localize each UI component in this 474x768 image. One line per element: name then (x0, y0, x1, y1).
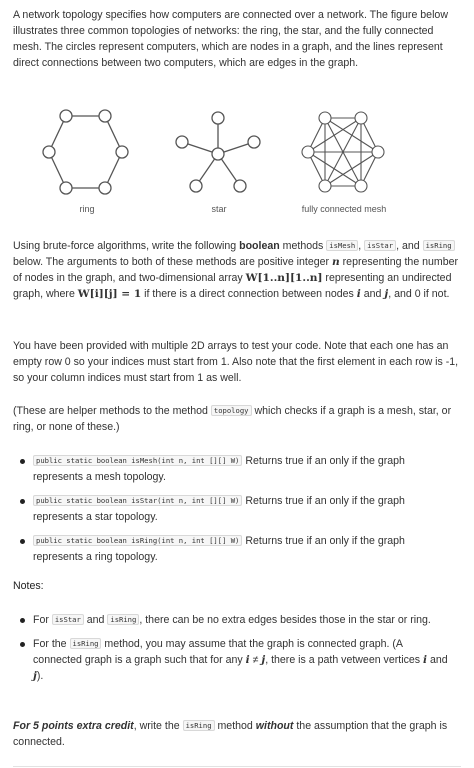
code-signature: public static boolean isStar(int n, int [][] W) (33, 495, 242, 506)
math-i: i (356, 288, 361, 300)
star-node (190, 180, 202, 192)
ring-node (60, 182, 72, 194)
mesh-label: fully connected mesh (301, 204, 387, 214)
intro-paragraph: A network topology specifies how computers are connected over a network. The figure below illustrates three common topologies of networks: the ring, the star, and the fully connected mesh. The circles represent computers, which are nodes in a graph, and the lines represent direct connections between two computers, which are edges in the graph. (13, 9, 448, 69)
star-node (212, 112, 224, 124)
notes-list (19, 612, 453, 684)
math-j: j (384, 288, 389, 300)
star-graph (176, 112, 260, 192)
star-hub-node (212, 148, 224, 160)
without-emphasis: without (255, 720, 294, 732)
methods-paragraph: Using brute-force algorithms, write the following boolean methods isMesh , isStar , and isRing below. The arguments to both of these methods are positive integer n representing the number of nodes in the graph, and two-dimensional array W[1..n][1..n] representing an undirected graph, where W[i][j] = 1 if there is a direct connection between nodes i and j, and 0 if not. (13, 240, 459, 300)
code-isring: isRing (423, 240, 455, 251)
helper-paragraph: (These are helper methods to the method topology which checks if a graph is a mesh, star, or ring, or none of these.) (13, 405, 452, 433)
math-n: n (332, 256, 340, 268)
list-item: For the isRing method, you may assume that the graph is connected graph. (A connected graph is a graph such that for any i ≠ j, there is a path vetween vertices i and j). (19, 636, 453, 684)
code-ismesh: isMesh (326, 240, 358, 251)
code-signature: public static boolean isMesh(int n, int [][] W) (33, 455, 242, 466)
ring-node (60, 110, 72, 122)
boolean-keyword: boolean (239, 240, 280, 252)
code-isring: isRing (183, 720, 215, 731)
mesh-node (355, 180, 367, 192)
mesh-node (319, 180, 331, 192)
code-signature: public static boolean isRing(int n, int [][] W) (33, 535, 242, 546)
star-label: star (211, 204, 227, 214)
bottom-divider (13, 766, 461, 767)
list-item: public static boolean isRing(int n, int [][] W) Returns true if an only if the graph represents a ring topology. (19, 533, 453, 565)
list-item: For isStar and isRing , there can be no extra edges besides those in the star or ring. (19, 612, 453, 628)
extra-credit-label: For 5 points extra credit (13, 720, 134, 732)
star-node (176, 136, 188, 148)
list-item: public static boolean isStar(int n, int [][] W) Returns true if an only if the graph represents a star topology. (19, 493, 453, 525)
code-isring: isRing (107, 614, 139, 625)
star-node (248, 136, 260, 148)
code-isstar: isStar (52, 614, 84, 625)
math-condition: W[i][j] = 1 (77, 288, 142, 300)
arrays-paragraph: You have been provided with multiple 2D arrays to test your code. Note that each one has an empty row 0 so your indices must start from 1. Also note that the first element in each row is -1, so your column indices must start from 1 as well. (13, 340, 459, 384)
star-node (234, 180, 246, 192)
code-isstar: isStar (364, 240, 396, 251)
extra-credit-paragraph: For 5 points extra credit, write the isRing method without the assumption that the graph is connected. (13, 720, 448, 748)
math-array: W[1..n][1..n] (245, 272, 323, 284)
mesh-node (302, 146, 314, 158)
notes-heading: Notes: (13, 580, 44, 592)
ring-graph (43, 110, 128, 194)
code-topology: topology (211, 405, 252, 416)
ring-node (116, 146, 128, 158)
method-signatures-list (19, 453, 453, 565)
code-isring: isRing (70, 638, 102, 649)
mesh-node (372, 146, 384, 158)
ring-label: ring (79, 204, 95, 214)
list-item: public static boolean isMesh(int n, int [][] W) Returns true if an only if the graph represents a mesh topology. (19, 453, 453, 485)
ring-node (99, 182, 111, 194)
ring-node (43, 146, 55, 158)
ring-node (99, 110, 111, 122)
mesh-node (355, 112, 367, 124)
topology-figures (0, 106, 474, 216)
mesh-graph (302, 112, 384, 192)
mesh-node (319, 112, 331, 124)
topology-diagram (0, 106, 474, 216)
